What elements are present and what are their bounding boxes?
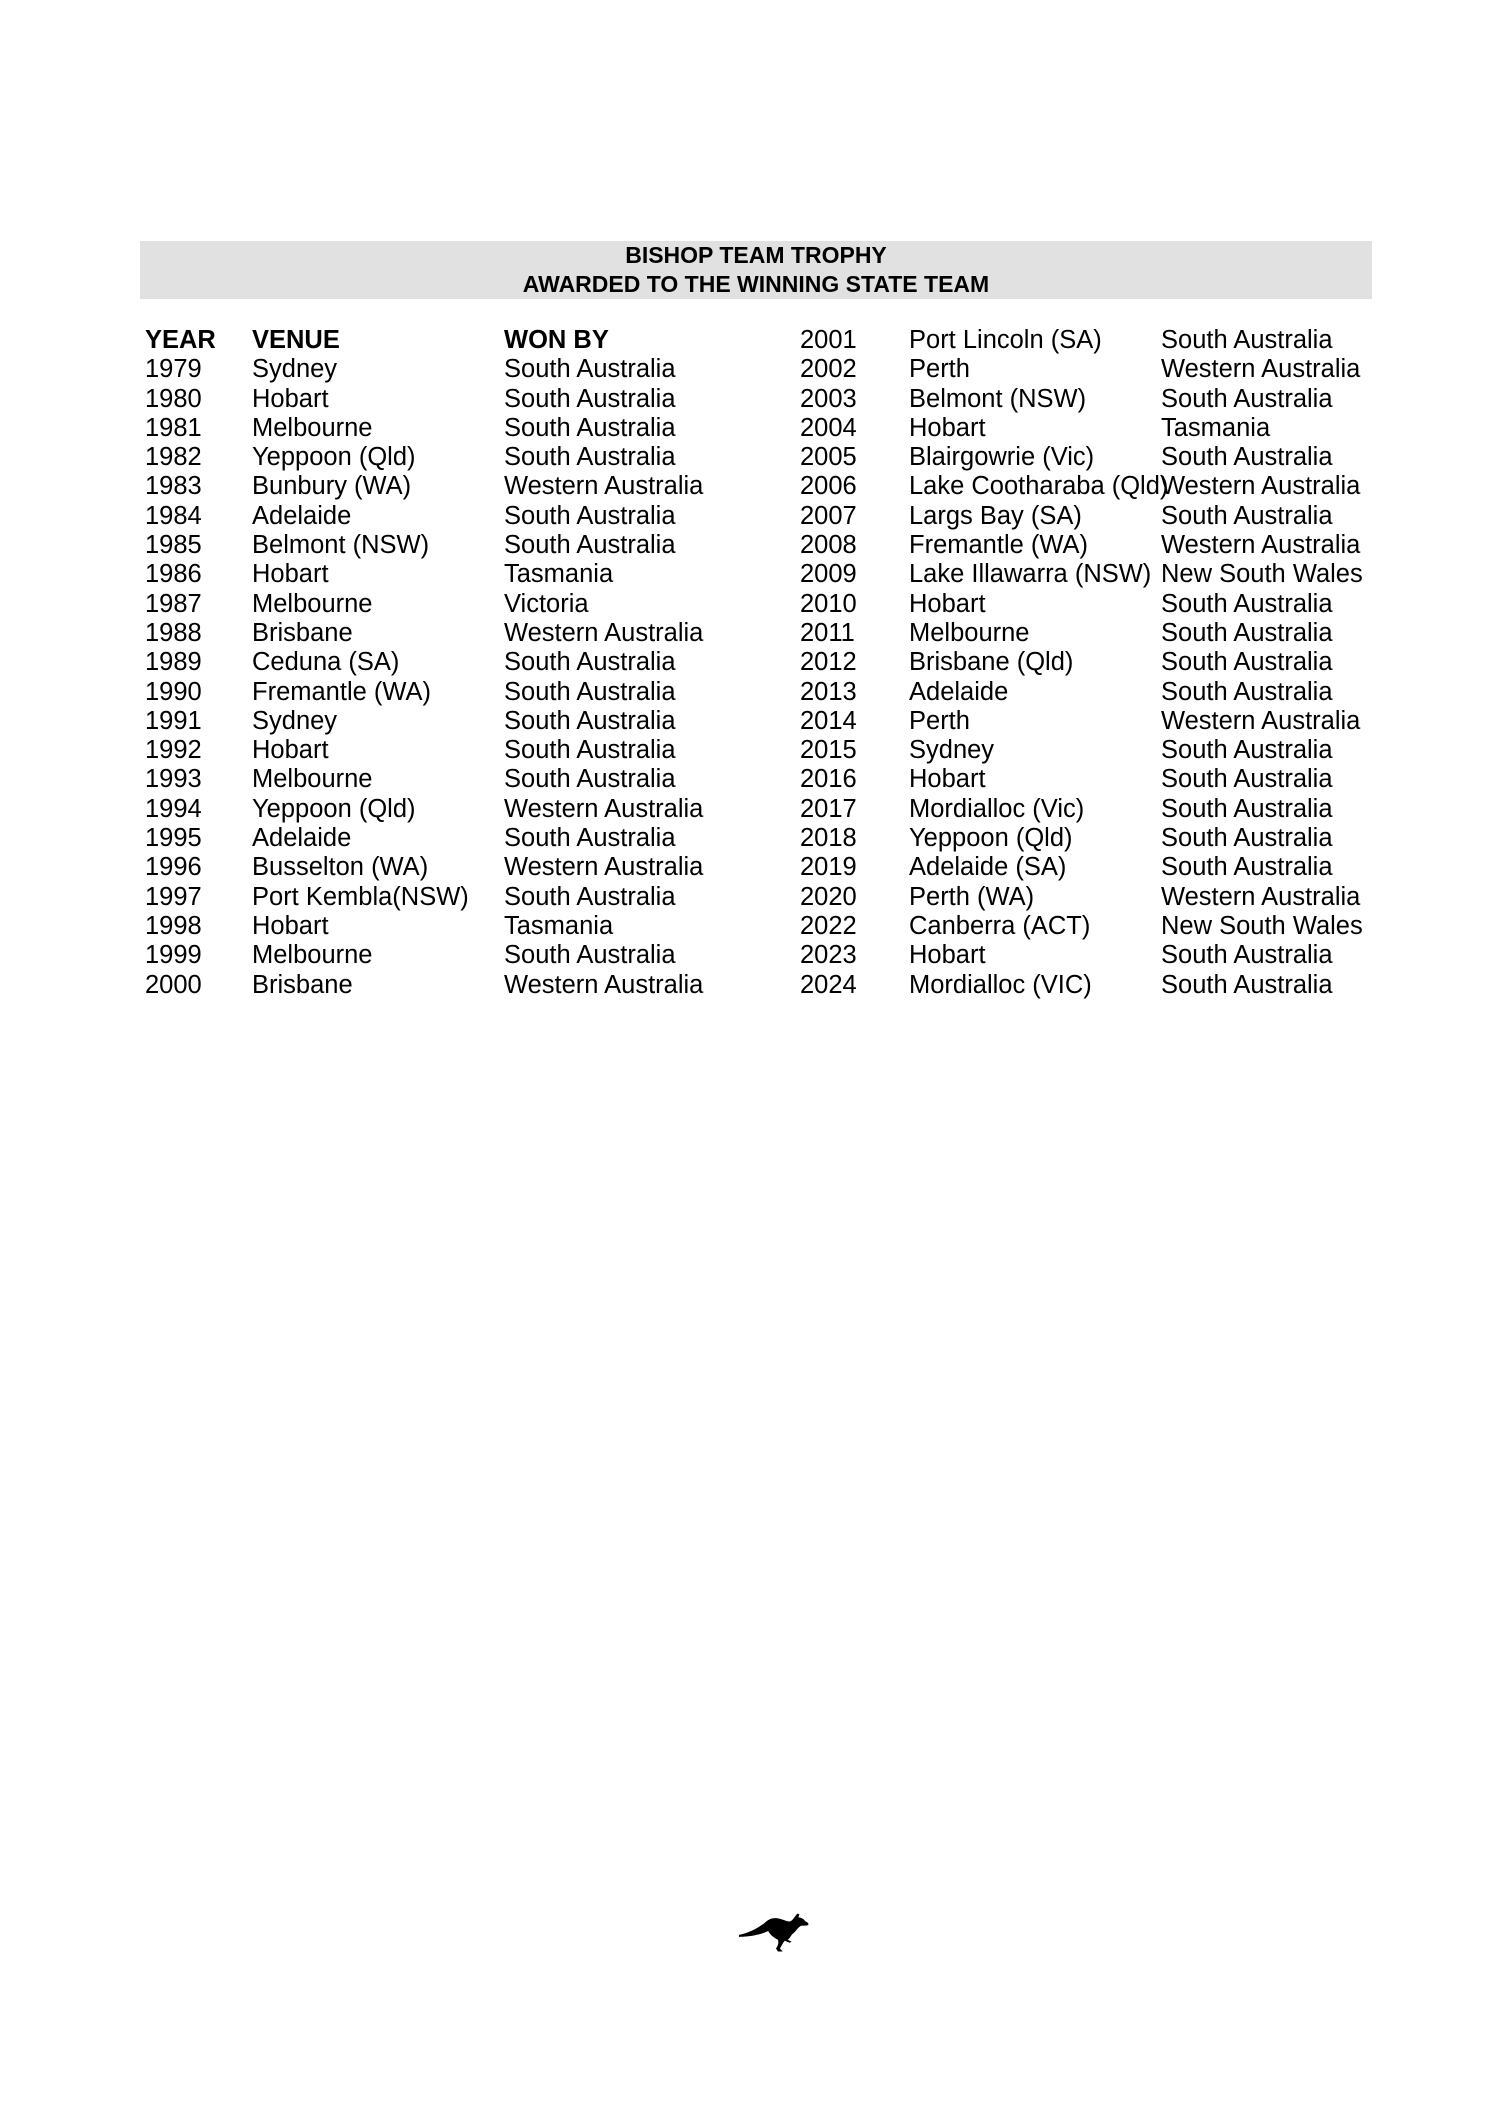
- winner-cell: South Australia: [1161, 648, 1333, 677]
- winner-cell: Western Australia: [504, 853, 704, 882]
- venue-cell: Belmont (NSW): [252, 531, 430, 560]
- winner-cell: South Australia: [1161, 794, 1333, 823]
- table-row: [0, 502, 1500, 531]
- winner-cell: South Australia: [504, 882, 676, 911]
- year-cell: 1988: [145, 618, 202, 647]
- year-cell: 1983: [145, 472, 202, 501]
- table-row: [0, 853, 1500, 882]
- year-cell: 1996: [145, 853, 202, 882]
- year-cell: 1984: [145, 501, 202, 530]
- venue-cell: Perth: [909, 355, 970, 384]
- table-row: [0, 648, 1500, 677]
- year-cell: 2009: [800, 560, 857, 589]
- winner-cell: South Australia: [504, 677, 676, 706]
- venue-cell: Sydney: [909, 736, 995, 765]
- year-cell: 2017: [800, 794, 857, 823]
- year-cell: 1979: [145, 355, 202, 384]
- venue-cell: Perth (WA): [909, 882, 1035, 911]
- winner-cell: South Australia: [504, 736, 676, 765]
- title-line-1: BISHOP TEAM TROPHY: [625, 242, 887, 268]
- winner-cell: South Australia: [504, 355, 676, 384]
- table-row: [0, 560, 1500, 589]
- year-cell: 1997: [145, 882, 202, 911]
- winner-cell: Western Australia: [504, 618, 704, 647]
- venue-cell: Adelaide: [252, 501, 352, 530]
- year-cell: 2023: [800, 941, 857, 970]
- venue-cell: Melbourne: [909, 618, 1030, 647]
- venue-cell: Mordialloc (Vic): [909, 794, 1085, 823]
- venue-cell: Adelaide: [252, 824, 352, 853]
- title-banner: [140, 241, 1372, 299]
- year-cell: 1993: [145, 765, 202, 794]
- winner-cell: South Australia: [1161, 677, 1333, 706]
- winner-cell: South Australia: [1161, 824, 1333, 853]
- winner-cell: South Australia: [1161, 589, 1333, 618]
- venue-cell: Melbourne: [252, 413, 373, 442]
- venue-cell: Adelaide (SA): [909, 853, 1067, 882]
- winner-cell: South Australia: [504, 501, 676, 530]
- winner-cell: South Australia: [1161, 765, 1333, 794]
- year-cell: 2000: [145, 970, 202, 999]
- venue-cell: Yeppoon (Qld): [252, 794, 416, 823]
- winner-cell: South Australia: [1161, 443, 1333, 472]
- venue-cell: Blairgowrie (Vic): [909, 443, 1095, 472]
- venue-cell: Canberra (ACT): [909, 911, 1091, 940]
- year-cell: 2004: [800, 413, 857, 442]
- winner-cell: South Australia: [1161, 970, 1333, 999]
- header-year: YEAR: [145, 326, 216, 354]
- table-row: [0, 941, 1500, 970]
- year-cell: 2019: [800, 853, 857, 882]
- winner-cell: Victoria: [504, 589, 589, 618]
- year-cell: 2002: [800, 355, 857, 384]
- venue-cell: Yeppoon (Qld): [909, 824, 1073, 853]
- winner-cell: Western Australia: [1161, 355, 1361, 384]
- winner-cell: South Australia: [504, 384, 676, 413]
- venue-cell: Lake Illawarra (NSW): [909, 560, 1152, 589]
- venue-cell: Perth: [909, 706, 970, 735]
- venue-cell: Fremantle (WA): [909, 531, 1088, 560]
- winner-cell: South Australia: [504, 706, 676, 735]
- year-cell: 1989: [145, 648, 202, 677]
- table-row: [0, 824, 1500, 853]
- winner-cell: Western Australia: [504, 970, 704, 999]
- year-cell: 2007: [800, 501, 857, 530]
- header-venue: VENUE: [252, 326, 340, 354]
- venue-cell: Hobart: [909, 589, 986, 618]
- year-cell: 2006: [800, 472, 857, 501]
- year-cell: 1998: [145, 911, 202, 940]
- year-cell: 2001: [800, 326, 857, 354]
- winner-cell: South Australia: [1161, 326, 1333, 354]
- winner-cell: Tasmania: [1161, 413, 1271, 442]
- venue-cell: Melbourne: [252, 589, 373, 618]
- year-cell: 2014: [800, 706, 857, 735]
- venue-cell: Brisbane: [252, 618, 353, 647]
- table-row: [0, 912, 1500, 941]
- venue-cell: Hobart: [252, 384, 329, 413]
- year-cell: 2011: [800, 618, 855, 647]
- venue-cell: Hobart: [909, 413, 986, 442]
- year-cell: 1980: [145, 384, 202, 413]
- venue-cell: Busselton (WA): [252, 853, 429, 882]
- year-cell: 2015: [800, 736, 857, 765]
- winner-cell: South Australia: [504, 531, 676, 560]
- winner-cell: New South Wales: [1161, 560, 1363, 589]
- results-table: [0, 326, 1500, 1000]
- year-cell: 2018: [800, 824, 857, 853]
- venue-cell: Fremantle (WA): [252, 677, 431, 706]
- venue-cell: Port Kembla(NSW): [252, 882, 469, 911]
- year-cell: 2016: [800, 765, 857, 794]
- venue-cell: Brisbane: [252, 970, 353, 999]
- winner-cell: South Australia: [504, 648, 676, 677]
- year-cell: 1990: [145, 677, 202, 706]
- venue-cell: Belmont (NSW): [909, 384, 1087, 413]
- table-row: [0, 736, 1500, 765]
- year-cell: 1994: [145, 794, 202, 823]
- winner-cell: South Australia: [1161, 501, 1333, 530]
- header-won-by: WON BY: [504, 326, 609, 354]
- year-cell: 2013: [800, 677, 857, 706]
- table-row: [0, 795, 1500, 824]
- table-row: [0, 385, 1500, 414]
- table-row: [0, 883, 1500, 912]
- year-cell: 1981: [145, 413, 202, 442]
- venue-cell: Hobart: [252, 736, 329, 765]
- venue-cell: Ceduna (SA): [252, 648, 400, 677]
- year-cell: 1991: [145, 706, 202, 735]
- winner-cell: New South Wales: [1161, 911, 1363, 940]
- winner-cell: Western Australia: [1161, 882, 1361, 911]
- year-cell: 2024: [800, 970, 857, 999]
- year-cell: 2008: [800, 531, 857, 560]
- winner-cell: South Australia: [504, 941, 676, 970]
- table-row: [0, 971, 1500, 1000]
- table-row: [0, 678, 1500, 707]
- venue-cell: Lake Cootharaba (Qld): [909, 472, 1169, 501]
- table-row: [0, 443, 1500, 472]
- year-cell: 2010: [800, 589, 857, 618]
- year-cell: 2012: [800, 648, 857, 677]
- venue-cell: Brisbane (Qld): [909, 648, 1074, 677]
- winner-cell: Tasmania: [504, 560, 614, 589]
- venue-cell: Sydney: [252, 706, 338, 735]
- winner-cell: Western Australia: [1161, 531, 1361, 560]
- header-row: [0, 326, 1500, 355]
- winner-cell: South Australia: [1161, 853, 1333, 882]
- venue-cell: Bunbury (WA): [252, 472, 412, 501]
- venue-cell: Melbourne: [252, 941, 373, 970]
- year-cell: 1987: [145, 589, 202, 618]
- venue-cell: Mordialloc (VIC): [909, 970, 1092, 999]
- table-row: [0, 355, 1500, 384]
- year-cell: 2022: [800, 911, 857, 940]
- venue-cell: Adelaide: [909, 677, 1009, 706]
- winner-cell: Western Australia: [504, 794, 704, 823]
- winner-cell: South Australia: [1161, 384, 1333, 413]
- winner-cell: Tasmania: [504, 911, 614, 940]
- kangaroo-icon: [737, 1907, 815, 1955]
- venue-cell: Hobart: [252, 560, 329, 589]
- table-row: [0, 590, 1500, 619]
- winner-cell: Western Australia: [1161, 706, 1361, 735]
- year-cell: 1992: [145, 736, 202, 765]
- venue-cell: Largs Bay (SA): [909, 501, 1082, 530]
- table-row: [0, 619, 1500, 648]
- winner-cell: South Australia: [504, 413, 676, 442]
- table-row: [0, 414, 1500, 443]
- winner-cell: South Australia: [1161, 736, 1333, 765]
- venue-cell: Hobart: [909, 765, 986, 794]
- venue-cell: Hobart: [909, 941, 986, 970]
- year-cell: 1985: [145, 531, 202, 560]
- winner-cell: South Australia: [1161, 618, 1333, 647]
- winner-cell: Western Australia: [504, 472, 704, 501]
- year-cell: 1986: [145, 560, 202, 589]
- winner-cell: South Australia: [504, 765, 676, 794]
- year-cell: 2005: [800, 443, 857, 472]
- table-row: [0, 472, 1500, 501]
- title-line-2: AWARDED TO THE WINNING STATE TEAM: [522, 271, 990, 297]
- venue-cell: Sydney: [252, 355, 338, 384]
- table-row: [0, 707, 1500, 736]
- winner-cell: South Australia: [504, 824, 676, 853]
- venue-cell: Port Lincoln (SA): [909, 326, 1102, 354]
- year-cell: 1995: [145, 824, 202, 853]
- winner-cell: South Australia: [1161, 941, 1333, 970]
- year-cell: 2003: [800, 384, 857, 413]
- winner-cell: Western Australia: [1161, 472, 1361, 501]
- year-cell: 1999: [145, 941, 202, 970]
- year-cell: 1982: [145, 443, 202, 472]
- table-row: [0, 765, 1500, 794]
- venue-cell: Melbourne: [252, 765, 373, 794]
- table-row: [0, 531, 1500, 560]
- venue-cell: Yeppoon (Qld): [252, 443, 416, 472]
- winner-cell: South Australia: [504, 443, 676, 472]
- venue-cell: Hobart: [252, 911, 329, 940]
- year-cell: 2020: [800, 882, 857, 911]
